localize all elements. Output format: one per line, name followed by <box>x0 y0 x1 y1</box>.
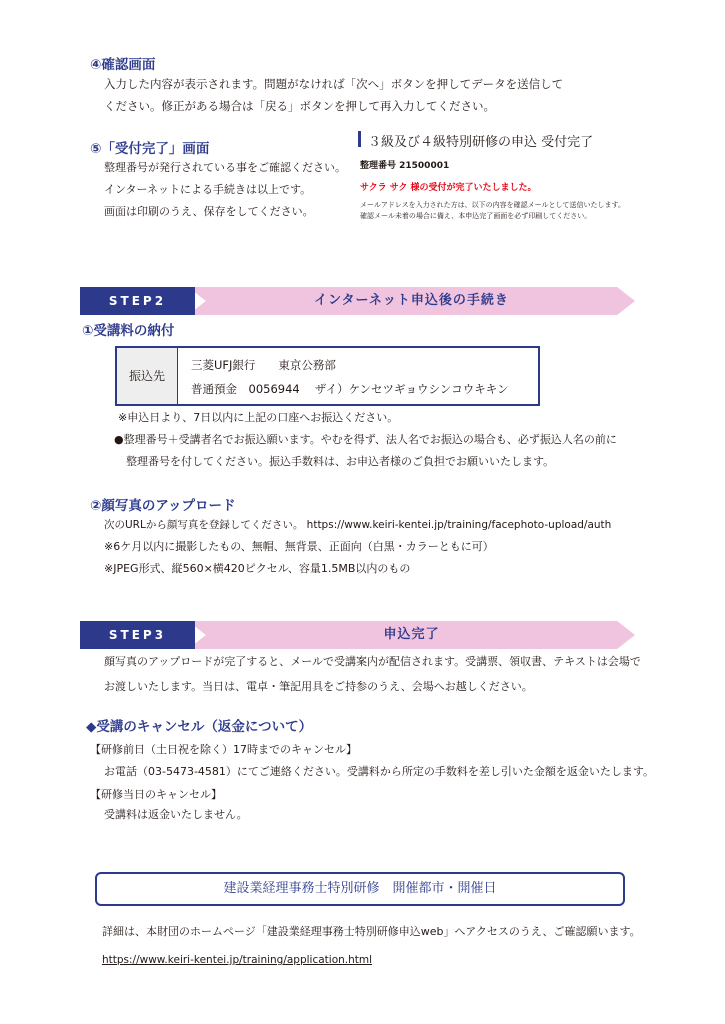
bank-box-head: 振込先 <box>117 348 178 404</box>
step3-line-2: お渡しいたします。当日は、電卓・筆記用具をご持参のうえ、会場へお越しください。 <box>104 680 533 693</box>
photo-title: ②顔写真のアップロード <box>90 498 236 514</box>
sample-accepted: サクラ サク 様の受付が完了いたしました。 <box>360 183 537 193</box>
cancel-sub-1: 【研修前日（土日祝を除く）17時までのキャンセル】 <box>90 743 357 756</box>
step2-label: STEP2 <box>80 287 195 315</box>
confirm-line-2: ください。修正がある場合は「戻る」ボタンを押して再入力してください。 <box>104 99 495 113</box>
confirm-title: ④確認画面 <box>90 57 156 73</box>
cancel-sub-2: 【研修当日のキャンセル】 <box>90 788 222 801</box>
sample-heading: ３級及び４級特別研修の申込 受付完了 <box>368 135 594 150</box>
step3-line-1: 顔写真のアップロードが完了すると、メールで受講案内が配信されます。受講票、領収書、テキストは会場で <box>104 655 641 668</box>
bank-info-box <box>115 346 540 406</box>
step2-banner <box>80 287 635 315</box>
cancel-text-1: お電話（03-5473-4581）にてご連絡ください。受講料から所定の手数料を差し引いた金額を返金いたします。 <box>104 765 655 778</box>
step3-banner <box>80 621 635 649</box>
step3-label: STEP3 <box>80 621 195 649</box>
step3-title: 申込完了 <box>383 627 440 642</box>
venue-detail: 詳細は、本財団のホームページ「建設業経理事務士特別研修申込web」へアクセスのうえ、ご確認願います。 <box>102 925 641 938</box>
venue-box: 建設業経理事務士特別研修 開催都市・開催日 <box>95 872 625 906</box>
sample-number: 整理番号 21500001 <box>360 161 450 171</box>
complete-line-1: 整理番号が発行されている事をご確認ください。 <box>104 161 346 174</box>
bank-row-1: 三菱UFJ銀行 東京公務部 <box>191 358 336 372</box>
complete-title: ⑤「受付完了」画面 <box>90 141 210 157</box>
bank-row-2: 普通預金 0056944 ザイ）ケンセツギョウシンコウキキン <box>191 382 509 396</box>
sample-note-2: 確認メール未着の場合に備え、本申込完了画面を必ず印刷してください。 <box>360 212 592 220</box>
fee-title: ①受講料の納付 <box>82 323 175 339</box>
photo-line-3: ※JPEG形式、縦560×横420ピクセル、容量1.5MB以内のもの <box>104 562 411 575</box>
photo-line-1: 次のURLから顔写真を登録してください。 https://www.keiri-kentei.jp/training/facephoto-upload/auth <box>104 519 612 531</box>
fee-note-1: ※申込日より、7日以内に上記の口座へお振込ください。 <box>118 411 399 424</box>
photo-line-2: ※6ケ月以内に撮影したもの、無帽、無背景、正面向（白黒・カラーともに可） <box>104 540 494 553</box>
sample-note-1: メールアドレスを入力された方は、以下の内容を確認メールとして送信いたします。 <box>360 201 625 209</box>
sample-heading-bar <box>358 131 361 147</box>
complete-line-3: 画面は印刷のうえ、保存をしてください。 <box>104 205 314 218</box>
step2-title: インターネット申込後の手続き <box>314 293 509 308</box>
complete-line-2: インターネットによる手続きは以上です。 <box>104 183 312 196</box>
application-url-link[interactable]: https://www.keiri-kentei.jp/training/application.html <box>102 954 373 966</box>
cancel-text-2: 受講料は返金いたしません。 <box>104 808 248 821</box>
fee-note-3: 整理番号を付してください。振込手数料は、お申込者様のご負担でお願いいたします。 <box>126 455 555 468</box>
cancel-title: ◆受講のキャンセル（返金について） <box>86 719 313 735</box>
fee-note-2: ●整理番号＋受講者名でお振込願います。やむを得ず、法人名でお振込の場合も、必ず振込人名の前に <box>114 433 617 446</box>
confirm-line-1: 入力した内容が表示されます。問題がなければ「次へ」ボタンを押してデータを送信して <box>104 77 564 91</box>
